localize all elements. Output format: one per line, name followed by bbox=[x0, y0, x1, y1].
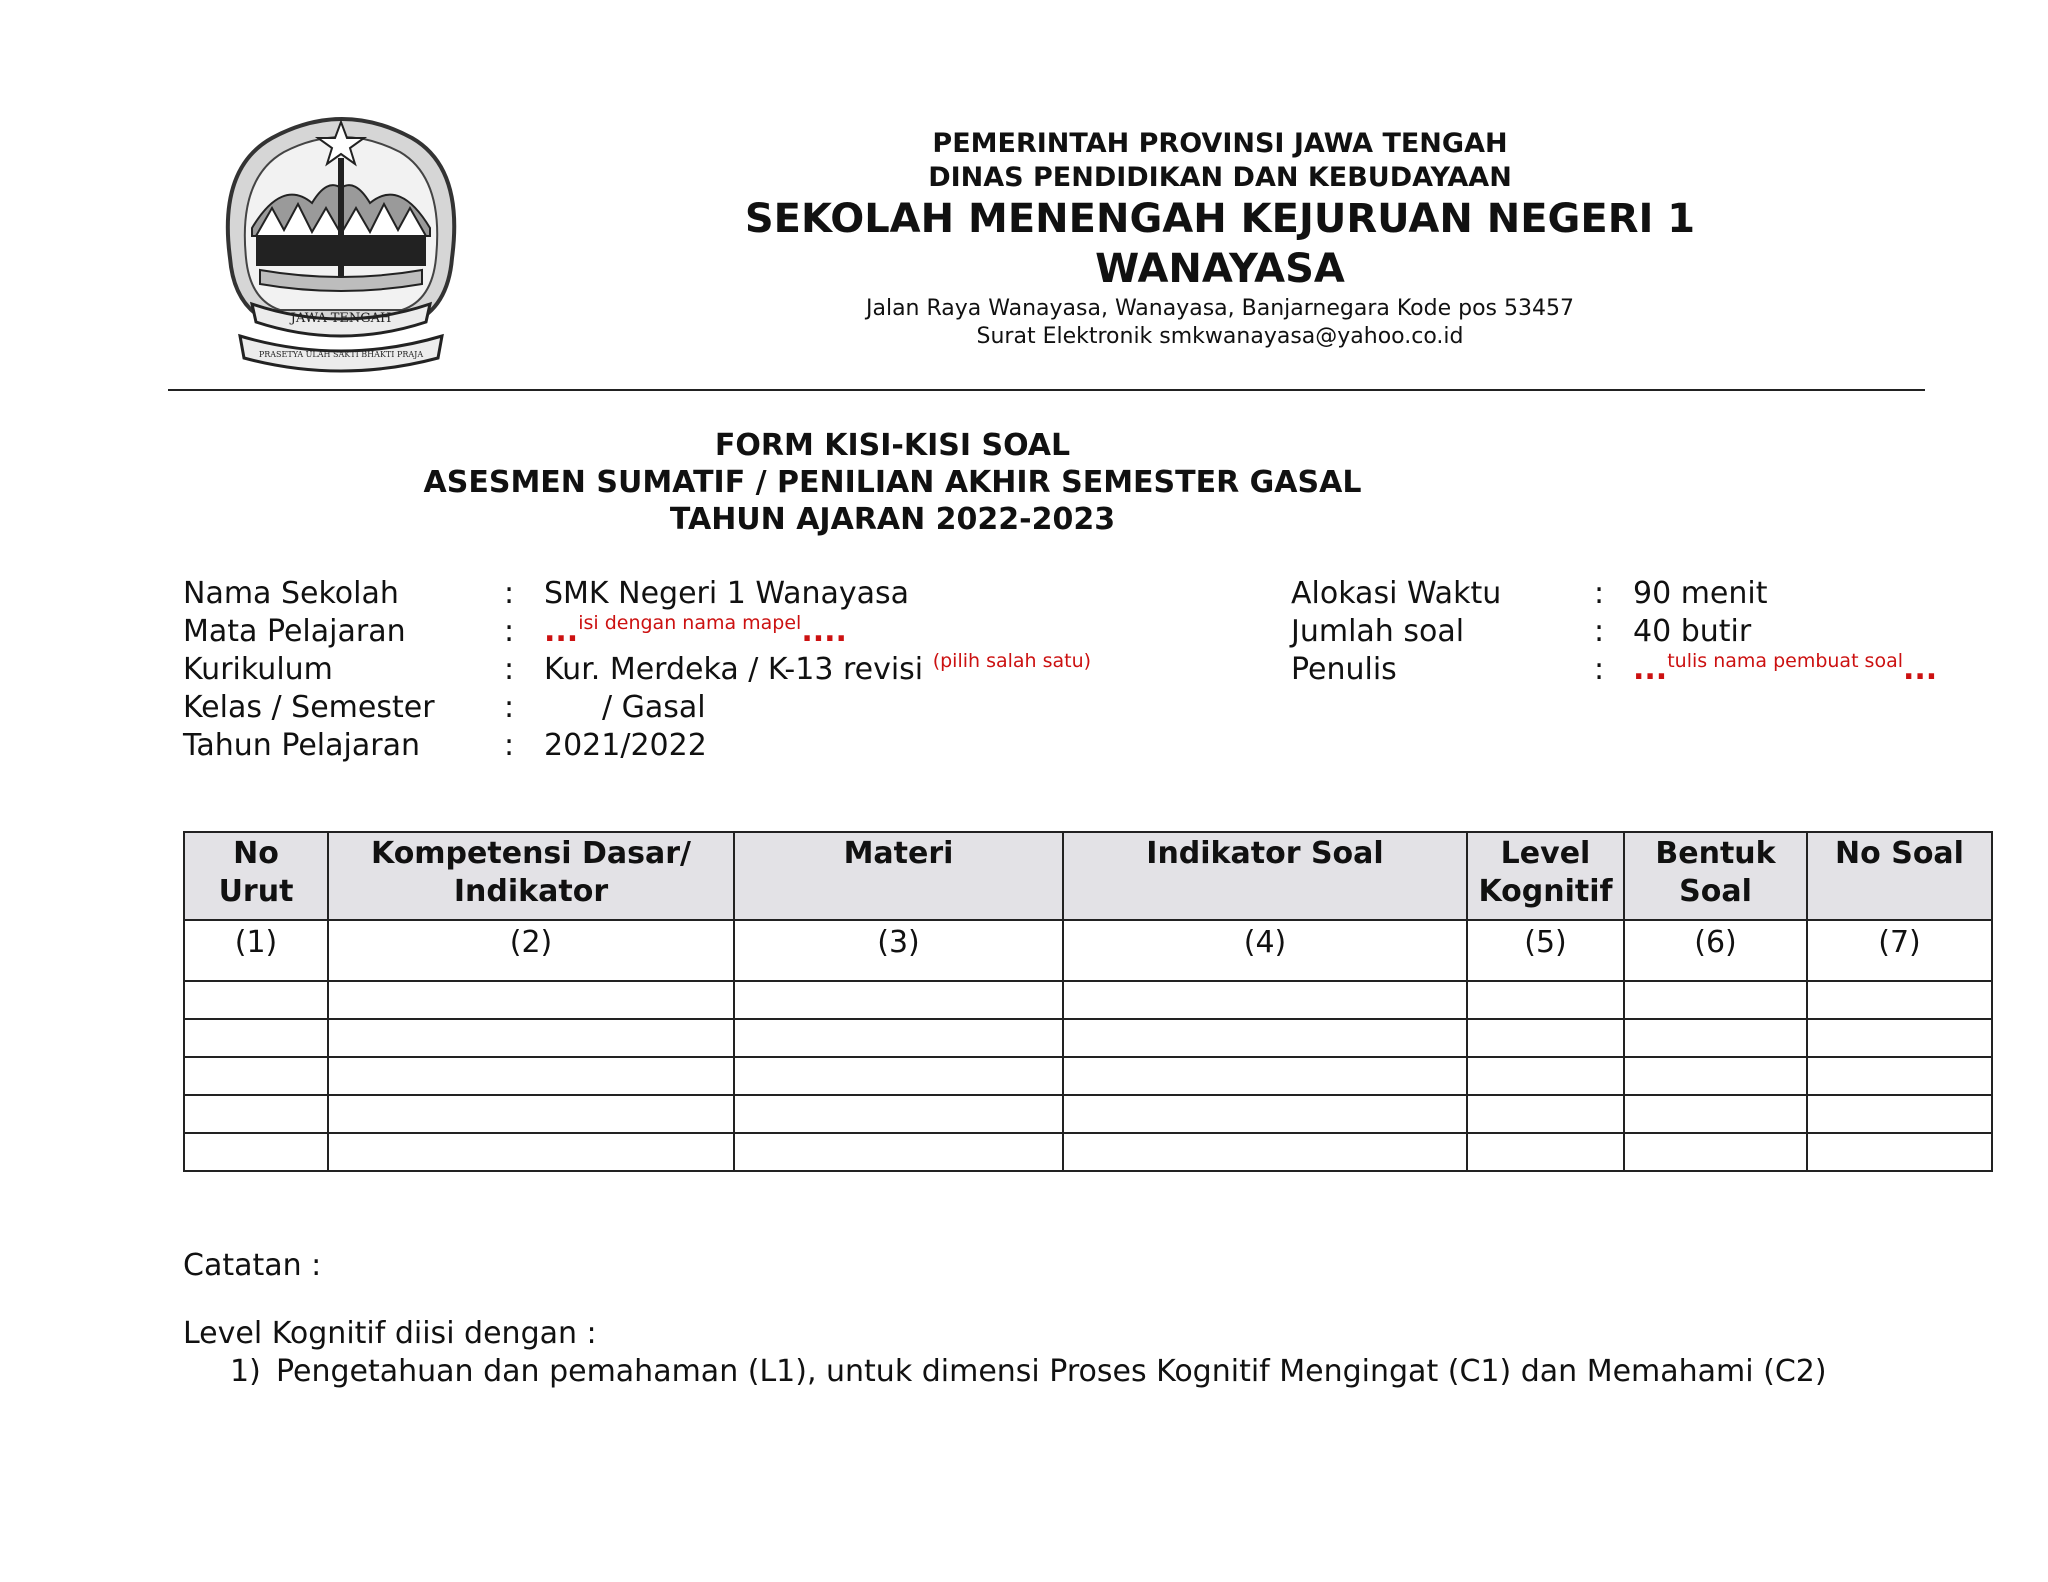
empty-cell[interactable] bbox=[734, 981, 1063, 1019]
empty-cell[interactable] bbox=[1807, 1057, 1992, 1095]
info-colon: : bbox=[504, 576, 515, 611]
school-name-line1: SEKOLAH MENENGAH KEJURUAN NEGERI 1 bbox=[744, 196, 1696, 242]
info-colon: : bbox=[1594, 614, 1605, 649]
empty-cell[interactable] bbox=[1807, 1133, 1992, 1171]
column-header-no-urut: No Urut bbox=[184, 832, 328, 920]
table-row bbox=[184, 981, 1992, 1019]
subject-hint: isi dengan nama mapel bbox=[578, 612, 802, 634]
empty-cell[interactable] bbox=[328, 981, 734, 1019]
empty-cell[interactable] bbox=[1807, 1095, 1992, 1133]
column-header-bentuk-soal: Bentuk Soal bbox=[1624, 832, 1807, 920]
class-semester-value: / Gasal bbox=[602, 690, 706, 725]
column-header-kompetensi-dasar: Kompetensi Dasar/ Indikator bbox=[328, 832, 734, 920]
empty-cell[interactable] bbox=[1467, 1057, 1624, 1095]
time-allocation-value: 90 menit bbox=[1633, 576, 1768, 611]
table-row bbox=[184, 1019, 1992, 1057]
province-title: PEMERINTAH PROVINSI JAWA TENGAH bbox=[932, 128, 1508, 159]
school-year-value: 2021/2022 bbox=[544, 728, 707, 763]
column-header-level-kognitif: Level Kognitif bbox=[1467, 832, 1624, 920]
form-year: TAHUN AJARAN 2022-2023 bbox=[669, 502, 1116, 537]
curriculum-text: Kur. Merdeka / K-13 revisi bbox=[544, 652, 924, 687]
column-number: (7) bbox=[1807, 920, 1992, 981]
list-item-number: 1) bbox=[230, 1354, 261, 1389]
empty-cell[interactable] bbox=[1624, 1095, 1807, 1133]
empty-cell[interactable] bbox=[1624, 981, 1807, 1019]
column-header-no-soal: No Soal bbox=[1807, 832, 1992, 920]
info-colon: : bbox=[504, 728, 515, 763]
level-kognitif-heading: Level Kognitif diisi dengan : bbox=[183, 1316, 597, 1351]
column-number: (6) bbox=[1624, 920, 1807, 981]
catatan-label: Catatan : bbox=[183, 1248, 322, 1283]
info-colon: : bbox=[1594, 652, 1605, 687]
table-row bbox=[184, 1095, 1992, 1133]
column-number: (1) bbox=[184, 920, 328, 981]
info-colon: : bbox=[504, 690, 515, 725]
table-row bbox=[184, 1057, 1992, 1095]
column-number: (4) bbox=[1063, 920, 1467, 981]
empty-cell[interactable] bbox=[1624, 1057, 1807, 1095]
empty-cell[interactable] bbox=[734, 1095, 1063, 1133]
info-label: Mata Pelajaran bbox=[183, 614, 406, 649]
author-hint: tulis nama pembuat soal bbox=[1667, 650, 1904, 672]
info-label: Tahun Pelajaran bbox=[183, 728, 420, 763]
table-header-row bbox=[184, 832, 1992, 920]
list-item-text: Pengetahuan dan pemahaman (L1), untuk dimensi Proses Kognitif Mengingat (C1) dan Memahami (C2) bbox=[276, 1354, 1827, 1389]
department-title: DINAS PENDIDIKAN DAN KEBUDAYAAN bbox=[928, 162, 1512, 193]
school-email: Surat Elektronik smkwanayasa@yahoo.co.id bbox=[976, 324, 1464, 349]
author-value bbox=[1633, 652, 1937, 687]
info-label: Alokasi Waktu bbox=[1291, 576, 1502, 611]
info-colon: : bbox=[504, 652, 515, 687]
empty-cell[interactable] bbox=[1807, 981, 1992, 1019]
empty-cell[interactable] bbox=[734, 1019, 1063, 1057]
info-label: Penulis bbox=[1291, 652, 1397, 687]
form-subtitle: ASESMEN SUMATIF / PENILIAN AKHIR SEMESTER GASAL bbox=[423, 465, 1362, 500]
empty-cell[interactable] bbox=[184, 1095, 328, 1133]
column-number: (3) bbox=[734, 920, 1063, 981]
empty-cell[interactable] bbox=[328, 1133, 734, 1171]
info-colon: : bbox=[1594, 576, 1605, 611]
empty-cell[interactable] bbox=[184, 981, 328, 1019]
seal-ribbon-text: JAWA-TENGAH bbox=[290, 311, 392, 326]
school-name-line2: WANAYASA bbox=[1095, 246, 1345, 292]
school-address: Jalan Raya Wanayasa, Wanayasa, Banjarnegara Kode pos 53457 bbox=[865, 296, 1574, 321]
empty-cell[interactable] bbox=[328, 1095, 734, 1133]
empty-cell[interactable] bbox=[734, 1133, 1063, 1171]
empty-cell[interactable] bbox=[328, 1019, 734, 1057]
empty-cell[interactable] bbox=[1063, 1095, 1467, 1133]
kisi-kisi-table bbox=[183, 831, 1993, 1172]
empty-cell[interactable] bbox=[1624, 1019, 1807, 1057]
column-number: (2) bbox=[328, 920, 734, 981]
info-label: Kelas / Semester bbox=[183, 690, 435, 725]
empty-cell[interactable] bbox=[1467, 1133, 1624, 1171]
info-label: Nama Sekolah bbox=[183, 576, 399, 611]
empty-cell[interactable] bbox=[1063, 1057, 1467, 1095]
info-colon: : bbox=[504, 614, 515, 649]
placeholder-dots: ... bbox=[1633, 652, 1668, 687]
table-row bbox=[184, 1133, 1992, 1171]
curriculum-hint: (pilih salah satu) bbox=[932, 650, 1092, 672]
placeholder-dots: ... bbox=[1903, 652, 1938, 687]
empty-cell[interactable] bbox=[1063, 981, 1467, 1019]
info-label: Jumlah soal bbox=[1291, 614, 1465, 649]
form-title: FORM KISI-KISI SOAL bbox=[714, 428, 1071, 463]
empty-cell[interactable] bbox=[1807, 1019, 1992, 1057]
empty-cell[interactable] bbox=[1467, 981, 1624, 1019]
seal-motto-text: PRASETYA ULAH SAKTI BHAKTI PRAJA bbox=[258, 350, 424, 359]
info-label: Kurikulum bbox=[183, 652, 333, 687]
empty-cell[interactable] bbox=[1063, 1019, 1467, 1057]
empty-cell[interactable] bbox=[1063, 1133, 1467, 1171]
placeholder-dots: ... bbox=[544, 614, 579, 649]
curriculum-value bbox=[544, 652, 1091, 687]
empty-cell[interactable] bbox=[184, 1133, 328, 1171]
empty-cell[interactable] bbox=[328, 1057, 734, 1095]
school-name-value: SMK Negeri 1 Wanayasa bbox=[544, 576, 910, 611]
placeholder-dots: .... bbox=[801, 614, 847, 649]
empty-cell[interactable] bbox=[1467, 1019, 1624, 1057]
empty-cell[interactable] bbox=[184, 1057, 328, 1095]
column-number-row bbox=[184, 920, 1992, 981]
empty-cell[interactable] bbox=[1624, 1133, 1807, 1171]
column-header-materi: Materi bbox=[734, 832, 1063, 920]
header-divider bbox=[168, 389, 1925, 391]
jawa-tengah-seal-icon bbox=[212, 108, 470, 373]
column-header-indikator-soal: Indikator Soal bbox=[1063, 832, 1467, 920]
subject-value bbox=[544, 614, 847, 649]
empty-cell[interactable] bbox=[1467, 1095, 1624, 1133]
empty-cell[interactable] bbox=[734, 1057, 1063, 1095]
question-count-value: 40 butir bbox=[1633, 614, 1752, 649]
column-number: (5) bbox=[1467, 920, 1624, 981]
empty-cell[interactable] bbox=[184, 1019, 328, 1057]
